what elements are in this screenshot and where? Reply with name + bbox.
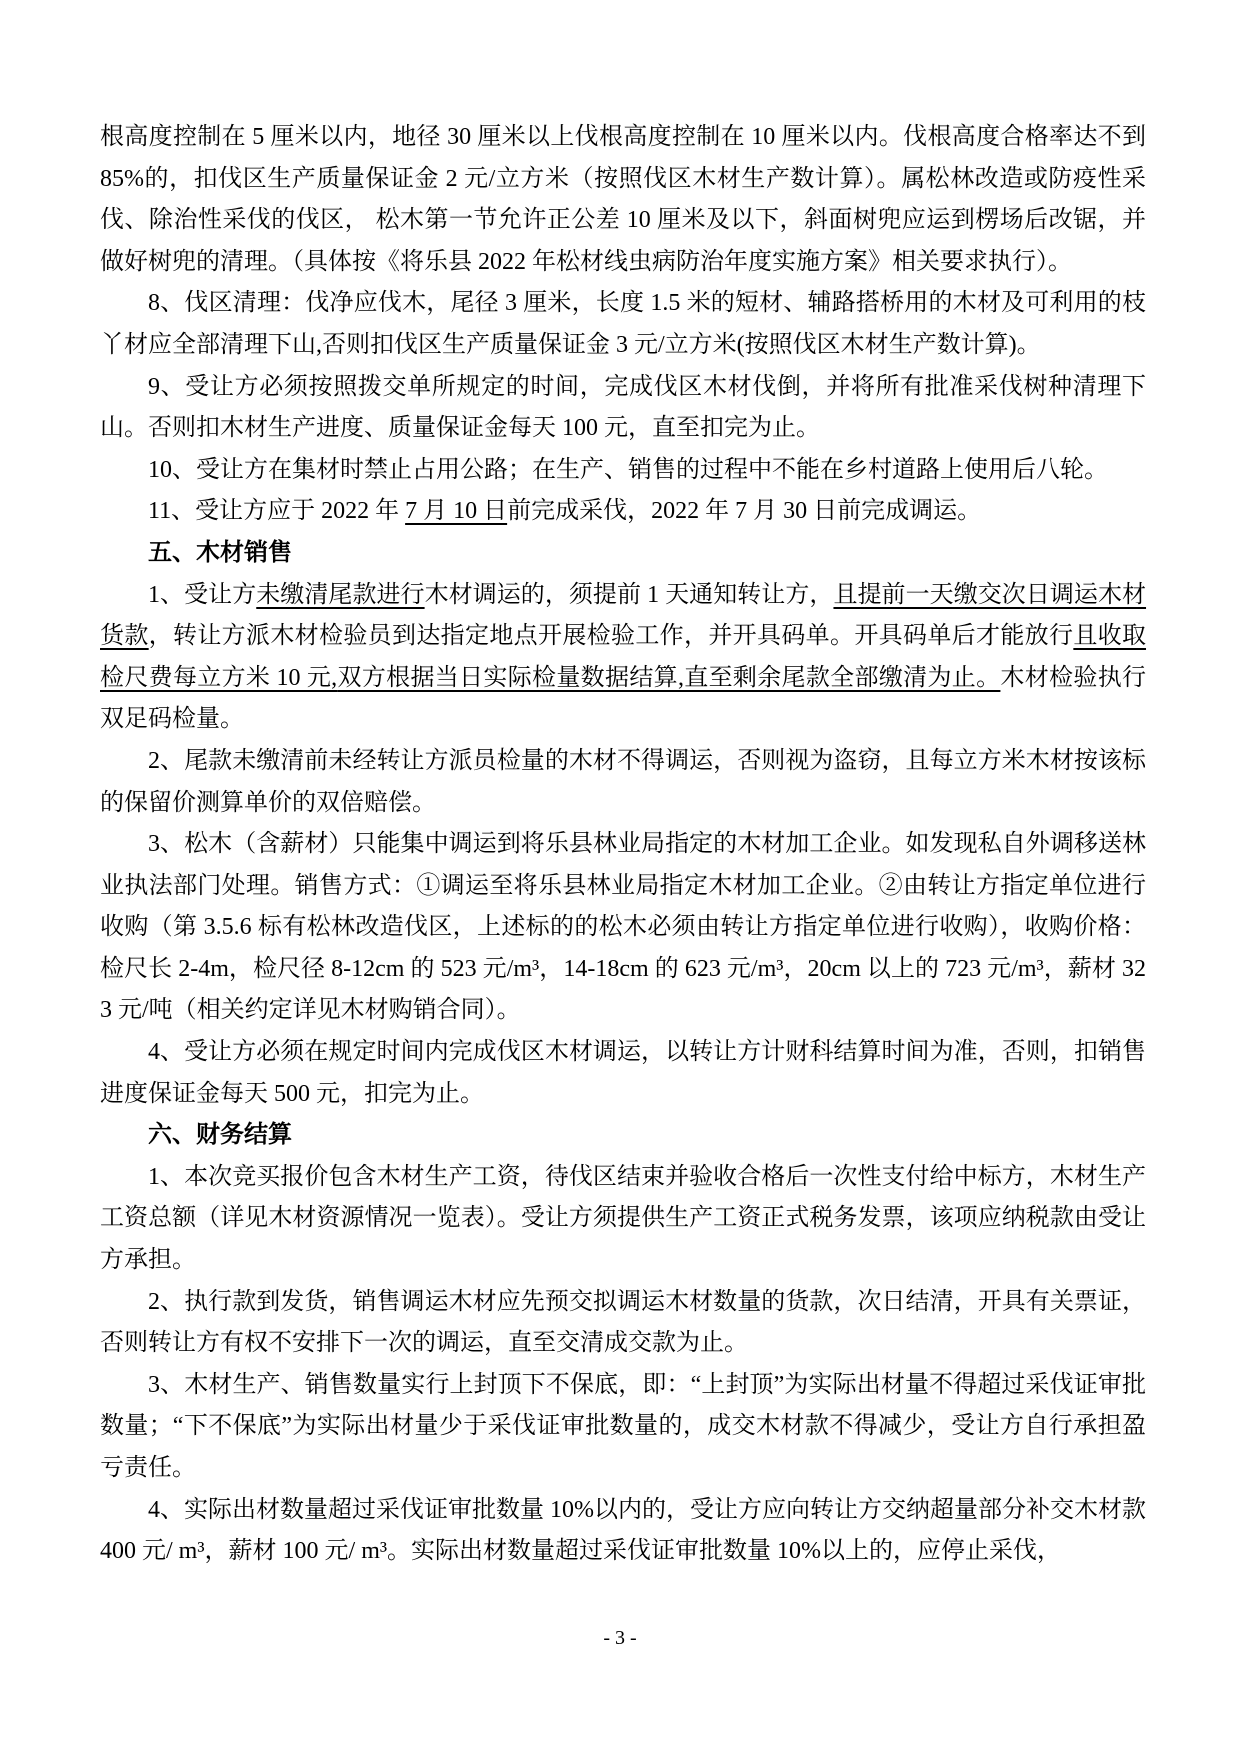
text-run: ，转让方派木材检验员到达指定地点开展检验工作，并开具码单。开具码单后才能放行: [148, 623, 1074, 650]
paragraph-finance-item-3: 3、木材生产、销售数量实行上封顶下不保底，即：“上封顶”为实际出材量不得超过采伐证审批数量；“下不保底”为实际出材量少于采伐证审批数量的，成交木材款不得减少，受让方自行承担盈亏责任。: [100, 1371, 1146, 1481]
paragraph-sales-item-1: [100, 575, 1146, 741]
text-run: 前完成采伐，2022 年 7 月 30 日前完成调运。: [507, 498, 982, 525]
paragraph-continuation: 根高度控制在 5 厘米以内，地径 30 厘米以上伐根高度控制在 10 厘米以内。伐根高度合格率达不到 85%的，扣伐区生产质量保证金 2 元/立方米（按照伐区木材生产数计算）。属松林改造或防疫性采伐、除治性采伐的伐区， 松木第一节允许正公差 10 厘米及以下，斜面树兜应运到楞场后改锯，并做好树兜的清理。（具体按《将乐县 2022 年松材线虫病防治年度实施方案》相关要求执行）。: [100, 124, 1146, 275]
page-footer: [0, 1625, 1240, 1651]
paragraph-item-10: 10、受让方在集材时禁止占用公路；在生产、销售的过程中不能在乡村道路上使用后八轮。: [148, 456, 1108, 483]
text-run: 木材检验执行双足码检量。: [100, 664, 1147, 733]
underlined-clause: 且收取检尺费每立方米 10 元,: [100, 623, 1147, 691]
page-number: - 3 -: [603, 1627, 637, 1649]
underlined-clause: 双方根据当日实际检量数据结算,直至剩余尾款全部缴清为止。: [337, 664, 1001, 691]
text-run: 11、受让方应于 2022 年: [148, 498, 406, 525]
paragraph-item-11: [100, 491, 1146, 533]
paragraph-sales-item-2: 2、尾款未缴清前未经转让方派员检量的木材不得调运，否则视为盗窃，且每立方米木材按该标的保留价测算单价的双倍赔偿。: [100, 747, 1146, 816]
paragraph-finance-item-4: 4、实际出材数量超过采伐证审批数量 10%以内的，受让方应向转让方交纳超量部分补交木材款 400 元/ m³，薪材 100 元/ m³。实际出材数量超过采伐证审批数量 10%以上的，应停止采伐，: [100, 1496, 1146, 1565]
paragraph-item-9: 9、受让方必须按照拨交单所规定的时间，完成伐区木材伐倒，并将所有批准采伐树种清理下山。否则扣木材生产进度、质量保证金每天 100 元，直至扣完为止。: [100, 373, 1146, 442]
text-run: 木材调运的，须提前 1 天通知转让方，: [424, 581, 834, 608]
underlined-deadline-date: 7 月 10 日: [405, 498, 508, 525]
document-body: [100, 117, 1146, 1573]
paragraph-sales-item-4: 4、受让方必须在规定时间内完成伐区木材调运，以转让方计财科结算时间为准，否则，扣销售进度保证金每天 500 元，扣完为止。: [100, 1039, 1146, 1107]
paragraph-sales-item-3: 3、松木（含薪材）只能集中调运到将乐县林业局指定的木材加工企业。如发现私自外调移送林业执法部门处理。销售方式：①调运至将乐县林业局指定木材加工企业。②由转让方指定单位进行收购（第 3.5.6 标有松林改造伐区，上述标的的松木必须由转让方指定单位进行收购），收购价格：检尺长 2-4m，检尺径 8-12cm 的 523 元/m³，14-18cm 的 623 元/m³，20cm 以上的 723 元/m³，薪材 323 元/吨（相关约定详见木材购销合同）。: [100, 831, 1146, 1024]
section-heading-timber-sales: 五、木材销售: [148, 539, 292, 566]
paragraph-finance-item-2: 2、执行款到发货，销售调运木材应先预交拟调运木材数量的货款，次日结清，开具有关票证，否则转让方有权不安排下一次的调运，直至交清成交款为止。: [100, 1288, 1146, 1357]
section-heading-financial-settlement: 六、财务结算: [148, 1122, 292, 1149]
text-run: 1、受让方: [148, 581, 257, 608]
underlined-clause: 未缴清尾款进行: [256, 581, 425, 608]
paragraph-finance-item-1: 1、本次竞买报价包含木材生产工资，待伐区结束并验收合格后一次性支付给中标方，木材生产工资总额（详见木材资源情况一览表）。受让方须提供生产工资正式税务发票，该项应纳税款由受让方承担。: [100, 1163, 1146, 1274]
underlined-clause: 且提前一天缴交次日调运木材货款: [100, 581, 1147, 650]
paragraph-item-8: 8、伐区清理：伐净应伐木，尾径 3 厘米，长度 1.5 米的短材、辅路搭桥用的木材及可利用的枝丫材应全部清理下山,否则扣伐区生产质量保证金 3 元/立方米(按照伐区木材生产数计算)。: [100, 290, 1146, 358]
